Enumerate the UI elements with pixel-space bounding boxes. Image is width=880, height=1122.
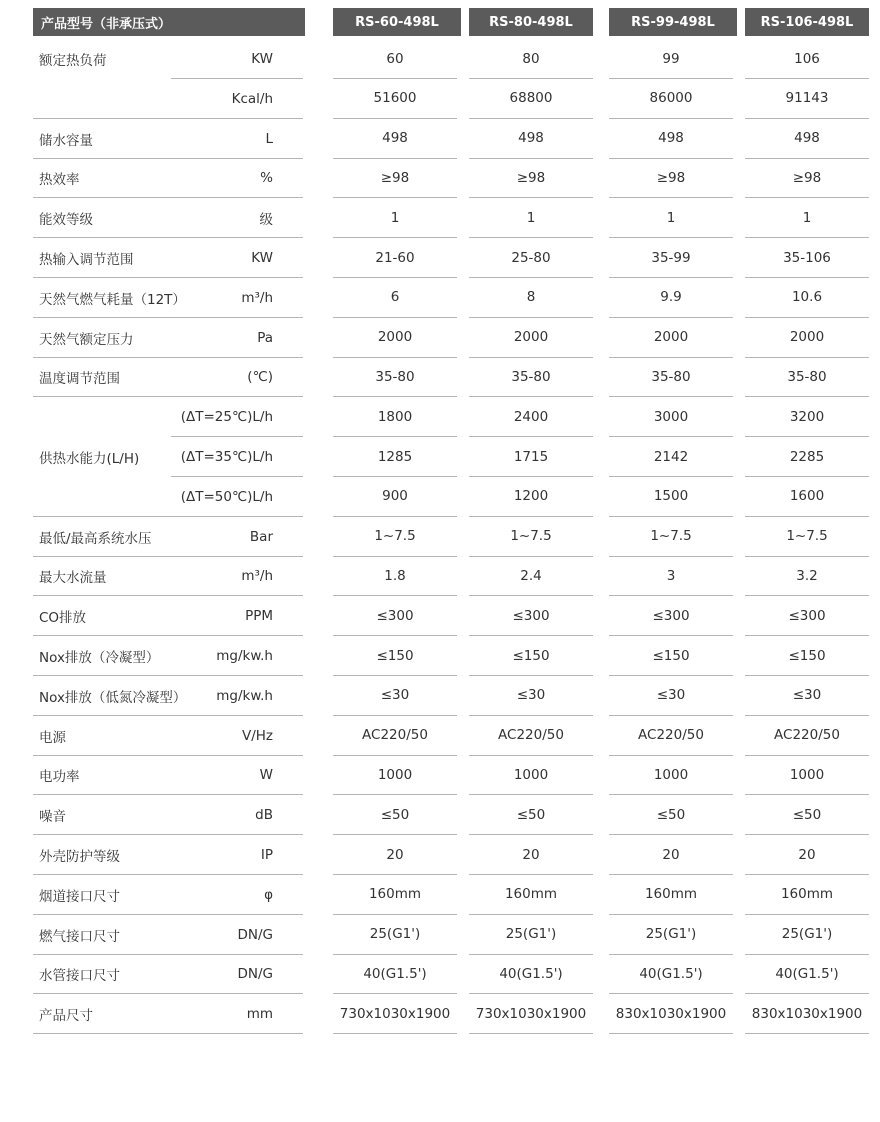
value-cell: 830x1030x1900 <box>745 994 869 1034</box>
row-label-cell <box>33 39 303 79</box>
row-label-cell <box>33 198 303 238</box>
row-label-cell <box>33 835 303 875</box>
value-cell: 40(G1.5') <box>609 954 733 994</box>
table-row <box>0 835 880 875</box>
value-cell: 20 <box>333 835 457 875</box>
value-cell: ≤30 <box>745 676 869 716</box>
row-label-cell <box>33 357 303 397</box>
row-unit: L <box>265 130 273 147</box>
value-cell: ≤300 <box>469 596 593 636</box>
row-unit: (℃) <box>247 369 273 386</box>
row-label-cell <box>33 716 303 756</box>
row-unit: 级 <box>259 212 273 229</box>
value-cell: 2000 <box>745 318 869 358</box>
value-cell: 1 <box>609 198 733 238</box>
value-cell: 1 <box>469 198 593 238</box>
value-cell: 20 <box>609 835 733 875</box>
row-label-cell <box>33 636 303 676</box>
value-cell: AC220/50 <box>469 716 593 756</box>
row-label-cell <box>33 119 303 159</box>
row-name: 水管接口尺寸 <box>39 968 120 985</box>
table-row <box>0 994 880 1034</box>
value-cell: 730x1030x1900 <box>469 994 593 1034</box>
value-cell: 160mm <box>469 875 593 915</box>
table-row <box>0 636 880 676</box>
row-name: 温度调节范围 <box>39 371 120 388</box>
table-row <box>0 716 880 756</box>
table-row <box>0 556 880 596</box>
row-name: 外壳防护等级 <box>39 849 120 865</box>
value-cell: AC220/50 <box>333 716 457 756</box>
value-cell: ≤300 <box>609 596 733 636</box>
value-cell: 1~7.5 <box>469 517 593 557</box>
value-cell: 6 <box>333 278 457 318</box>
row-unit: (ΔT=25℃)L/h <box>180 409 273 426</box>
value-cell: 498 <box>745 119 869 159</box>
value-cell: 900 <box>333 477 457 517</box>
row-name: 储水容量 <box>39 132 93 149</box>
table-header-title: 产品型号（非承压式） <box>33 8 305 36</box>
value-cell: 2000 <box>333 318 457 358</box>
value-cell: 9.9 <box>609 278 733 318</box>
value-cell: 35-99 <box>609 238 733 278</box>
model-header-rs-60: RS-60-498L <box>333 8 461 36</box>
value-cell: 2000 <box>469 318 593 358</box>
value-cell: ≤50 <box>609 795 733 835</box>
table-row <box>0 158 880 198</box>
value-cell: 3.2 <box>745 556 869 596</box>
table-row <box>0 517 880 557</box>
value-cell: 3 <box>609 556 733 596</box>
value-cell: ≤50 <box>745 795 869 835</box>
value-cell: 25(G1') <box>609 915 733 955</box>
value-cell: 60 <box>333 39 457 79</box>
value-cell: 2142 <box>609 437 733 477</box>
row-name: 噪音 <box>39 809 66 826</box>
row-name: 能效等级 <box>39 212 93 229</box>
table-row <box>0 875 880 915</box>
row-unit: dB <box>255 807 273 824</box>
value-cell: 1500 <box>609 477 733 517</box>
value-cell: 1800 <box>333 397 457 437</box>
value-cell: 1600 <box>745 477 869 517</box>
value-cell: 25-80 <box>469 238 593 278</box>
row-unit: W <box>259 767 273 784</box>
value-cell: ≤150 <box>609 636 733 676</box>
value-cell: 3200 <box>745 397 869 437</box>
value-cell: 730x1030x1900 <box>333 994 457 1034</box>
table-row <box>0 119 880 159</box>
row-label-cell <box>33 994 303 1034</box>
row-unit: m³/h <box>241 289 273 306</box>
row-unit: PPM <box>245 608 273 625</box>
row-label-cell <box>33 517 303 557</box>
row-label-cell <box>33 676 303 716</box>
value-cell: 25(G1') <box>333 915 457 955</box>
value-cell: 2285 <box>745 437 869 477</box>
row-unit: m³/h <box>241 568 273 585</box>
model-header-rs-106: RS-106-498L <box>745 8 869 36</box>
value-cell: 1 <box>745 198 869 238</box>
value-cell: AC220/50 <box>609 716 733 756</box>
row-unit: (ΔT=35℃)L/h <box>180 449 273 465</box>
value-cell: 91143 <box>745 79 869 119</box>
value-cell: ≤30 <box>469 676 593 716</box>
table-row <box>0 357 880 397</box>
table-row <box>0 39 880 79</box>
row-unit: V/Hz <box>241 727 273 744</box>
value-cell: 40(G1.5') <box>745 954 869 994</box>
row-name: Nox排放（低氮冷凝型） <box>39 689 187 706</box>
value-cell: AC220/50 <box>745 716 869 756</box>
value-cell: 1~7.5 <box>745 517 869 557</box>
row-unit: mg/kw.h <box>216 687 273 704</box>
row-unit: mm <box>246 1006 273 1023</box>
value-cell: ≤300 <box>333 596 457 636</box>
row-label-cell <box>33 158 303 198</box>
row-name: 电功率 <box>39 769 80 786</box>
value-cell: ≤30 <box>609 676 733 716</box>
table-row <box>0 755 880 795</box>
table-row <box>0 676 880 716</box>
row-name: 燃气接口尺寸 <box>39 928 120 945</box>
row-unit: (ΔT=50℃)L/h <box>180 488 273 505</box>
value-cell: ≤50 <box>469 795 593 835</box>
value-cell: 1000 <box>469 755 593 795</box>
hot-water-capacity-label: 供热水能力(L/H) <box>39 451 140 468</box>
row-name: 电源 <box>39 729 66 746</box>
value-cell: 1~7.5 <box>609 517 733 557</box>
value-cell: 1285 <box>333 437 457 477</box>
value-cell: 80 <box>469 39 593 79</box>
value-cell: 35-106 <box>745 238 869 278</box>
table-row <box>0 596 880 636</box>
row-label-cell <box>33 954 303 994</box>
value-cell: 8 <box>469 278 593 318</box>
value-cell: 498 <box>469 119 593 159</box>
row-unit: KW <box>251 51 273 67</box>
value-cell: 35-80 <box>609 357 733 397</box>
table-row <box>0 915 880 955</box>
row-name: 额定热负荷 <box>39 53 107 69</box>
value-cell: ≤150 <box>469 636 593 676</box>
value-cell: 160mm <box>333 875 457 915</box>
value-cell: 1000 <box>745 755 869 795</box>
row-label-cell <box>33 318 303 358</box>
row-name: 天然气燃气耗量（12T） <box>39 291 186 308</box>
row-label-cell <box>33 238 303 278</box>
row-label-cell <box>33 278 303 318</box>
value-cell: 68800 <box>469 79 593 119</box>
value-cell: 2.4 <box>469 556 593 596</box>
value-cell: 21-60 <box>333 238 457 278</box>
row-unit: Pa <box>257 329 273 346</box>
table-row <box>0 198 880 238</box>
model-header-rs-99: RS-99-498L <box>609 8 737 36</box>
table-row <box>0 278 880 318</box>
row-unit: IP <box>260 847 273 863</box>
table-row <box>0 795 880 835</box>
value-cell: 35-80 <box>469 357 593 397</box>
value-cell: ≥98 <box>609 158 733 198</box>
row-name: 最大水流量 <box>39 570 107 587</box>
table-row <box>0 318 880 358</box>
row-unit: KW <box>251 250 273 266</box>
model-header-rs-80: RS-80-498L <box>469 8 593 36</box>
value-cell: 1 <box>333 198 457 238</box>
value-cell: 2400 <box>469 397 593 437</box>
value-cell: 99 <box>609 39 733 79</box>
row-unit: Bar <box>249 528 273 545</box>
row-label-cell <box>33 755 303 795</box>
value-cell: ≥98 <box>469 158 593 198</box>
value-cell: 160mm <box>745 875 869 915</box>
value-cell: 160mm <box>609 875 733 915</box>
value-cell: 86000 <box>609 79 733 119</box>
row-name: 产品尺寸 <box>39 1008 93 1025</box>
row-unit: Kcal/h <box>231 90 273 107</box>
row-unit: % <box>260 170 273 187</box>
value-cell: 830x1030x1900 <box>609 994 733 1034</box>
row-label-cell <box>33 596 303 636</box>
row-label-cell <box>33 79 303 119</box>
value-cell: ≤30 <box>333 676 457 716</box>
row-unit: DN/G <box>237 926 273 943</box>
value-cell: 35-80 <box>333 357 457 397</box>
row-unit: DN/G <box>237 966 273 983</box>
table-row <box>0 79 880 119</box>
table-row <box>0 238 880 278</box>
value-cell: ≤150 <box>333 636 457 676</box>
row-label-cell <box>33 795 303 835</box>
row-unit: φ <box>264 886 273 903</box>
value-cell: 20 <box>469 835 593 875</box>
value-cell: 1000 <box>333 755 457 795</box>
value-cell: 3000 <box>609 397 733 437</box>
value-cell: 1~7.5 <box>333 517 457 557</box>
row-label-cell <box>33 915 303 955</box>
value-cell: ≥98 <box>333 158 457 198</box>
value-cell: 1000 <box>609 755 733 795</box>
value-cell: 25(G1') <box>745 915 869 955</box>
row-unit: mg/kw.h <box>216 648 273 664</box>
value-cell: ≥98 <box>745 158 869 198</box>
value-cell: 35-80 <box>745 357 869 397</box>
value-cell: 1.8 <box>333 556 457 596</box>
value-cell: ≤150 <box>745 636 869 676</box>
value-cell: 1200 <box>469 477 593 517</box>
value-cell: 51600 <box>333 79 457 119</box>
value-cell: 1715 <box>469 437 593 477</box>
value-cell: 498 <box>609 119 733 159</box>
value-cell: 25(G1') <box>469 915 593 955</box>
value-cell: 10.6 <box>745 278 869 318</box>
row-name: Nox排放（冷凝型） <box>39 650 160 666</box>
row-name: 热效率 <box>39 172 80 189</box>
row-name: 天然气额定压力 <box>39 331 134 348</box>
value-cell: 20 <box>745 835 869 875</box>
table-row <box>0 954 880 994</box>
row-name: CO排放 <box>39 610 87 627</box>
value-cell: 498 <box>333 119 457 159</box>
value-cell: 2000 <box>609 318 733 358</box>
row-name: 热输入调节范围 <box>39 252 134 268</box>
value-cell: 106 <box>745 39 869 79</box>
row-name: 最低/最高系统水压 <box>39 530 152 547</box>
row-label-cell <box>33 556 303 596</box>
row-label-cell <box>33 875 303 915</box>
value-cell: 40(G1.5') <box>333 954 457 994</box>
value-cell: ≤50 <box>333 795 457 835</box>
value-cell: 40(G1.5') <box>469 954 593 994</box>
value-cell: ≤300 <box>745 596 869 636</box>
row-name: 烟道接口尺寸 <box>39 888 120 905</box>
